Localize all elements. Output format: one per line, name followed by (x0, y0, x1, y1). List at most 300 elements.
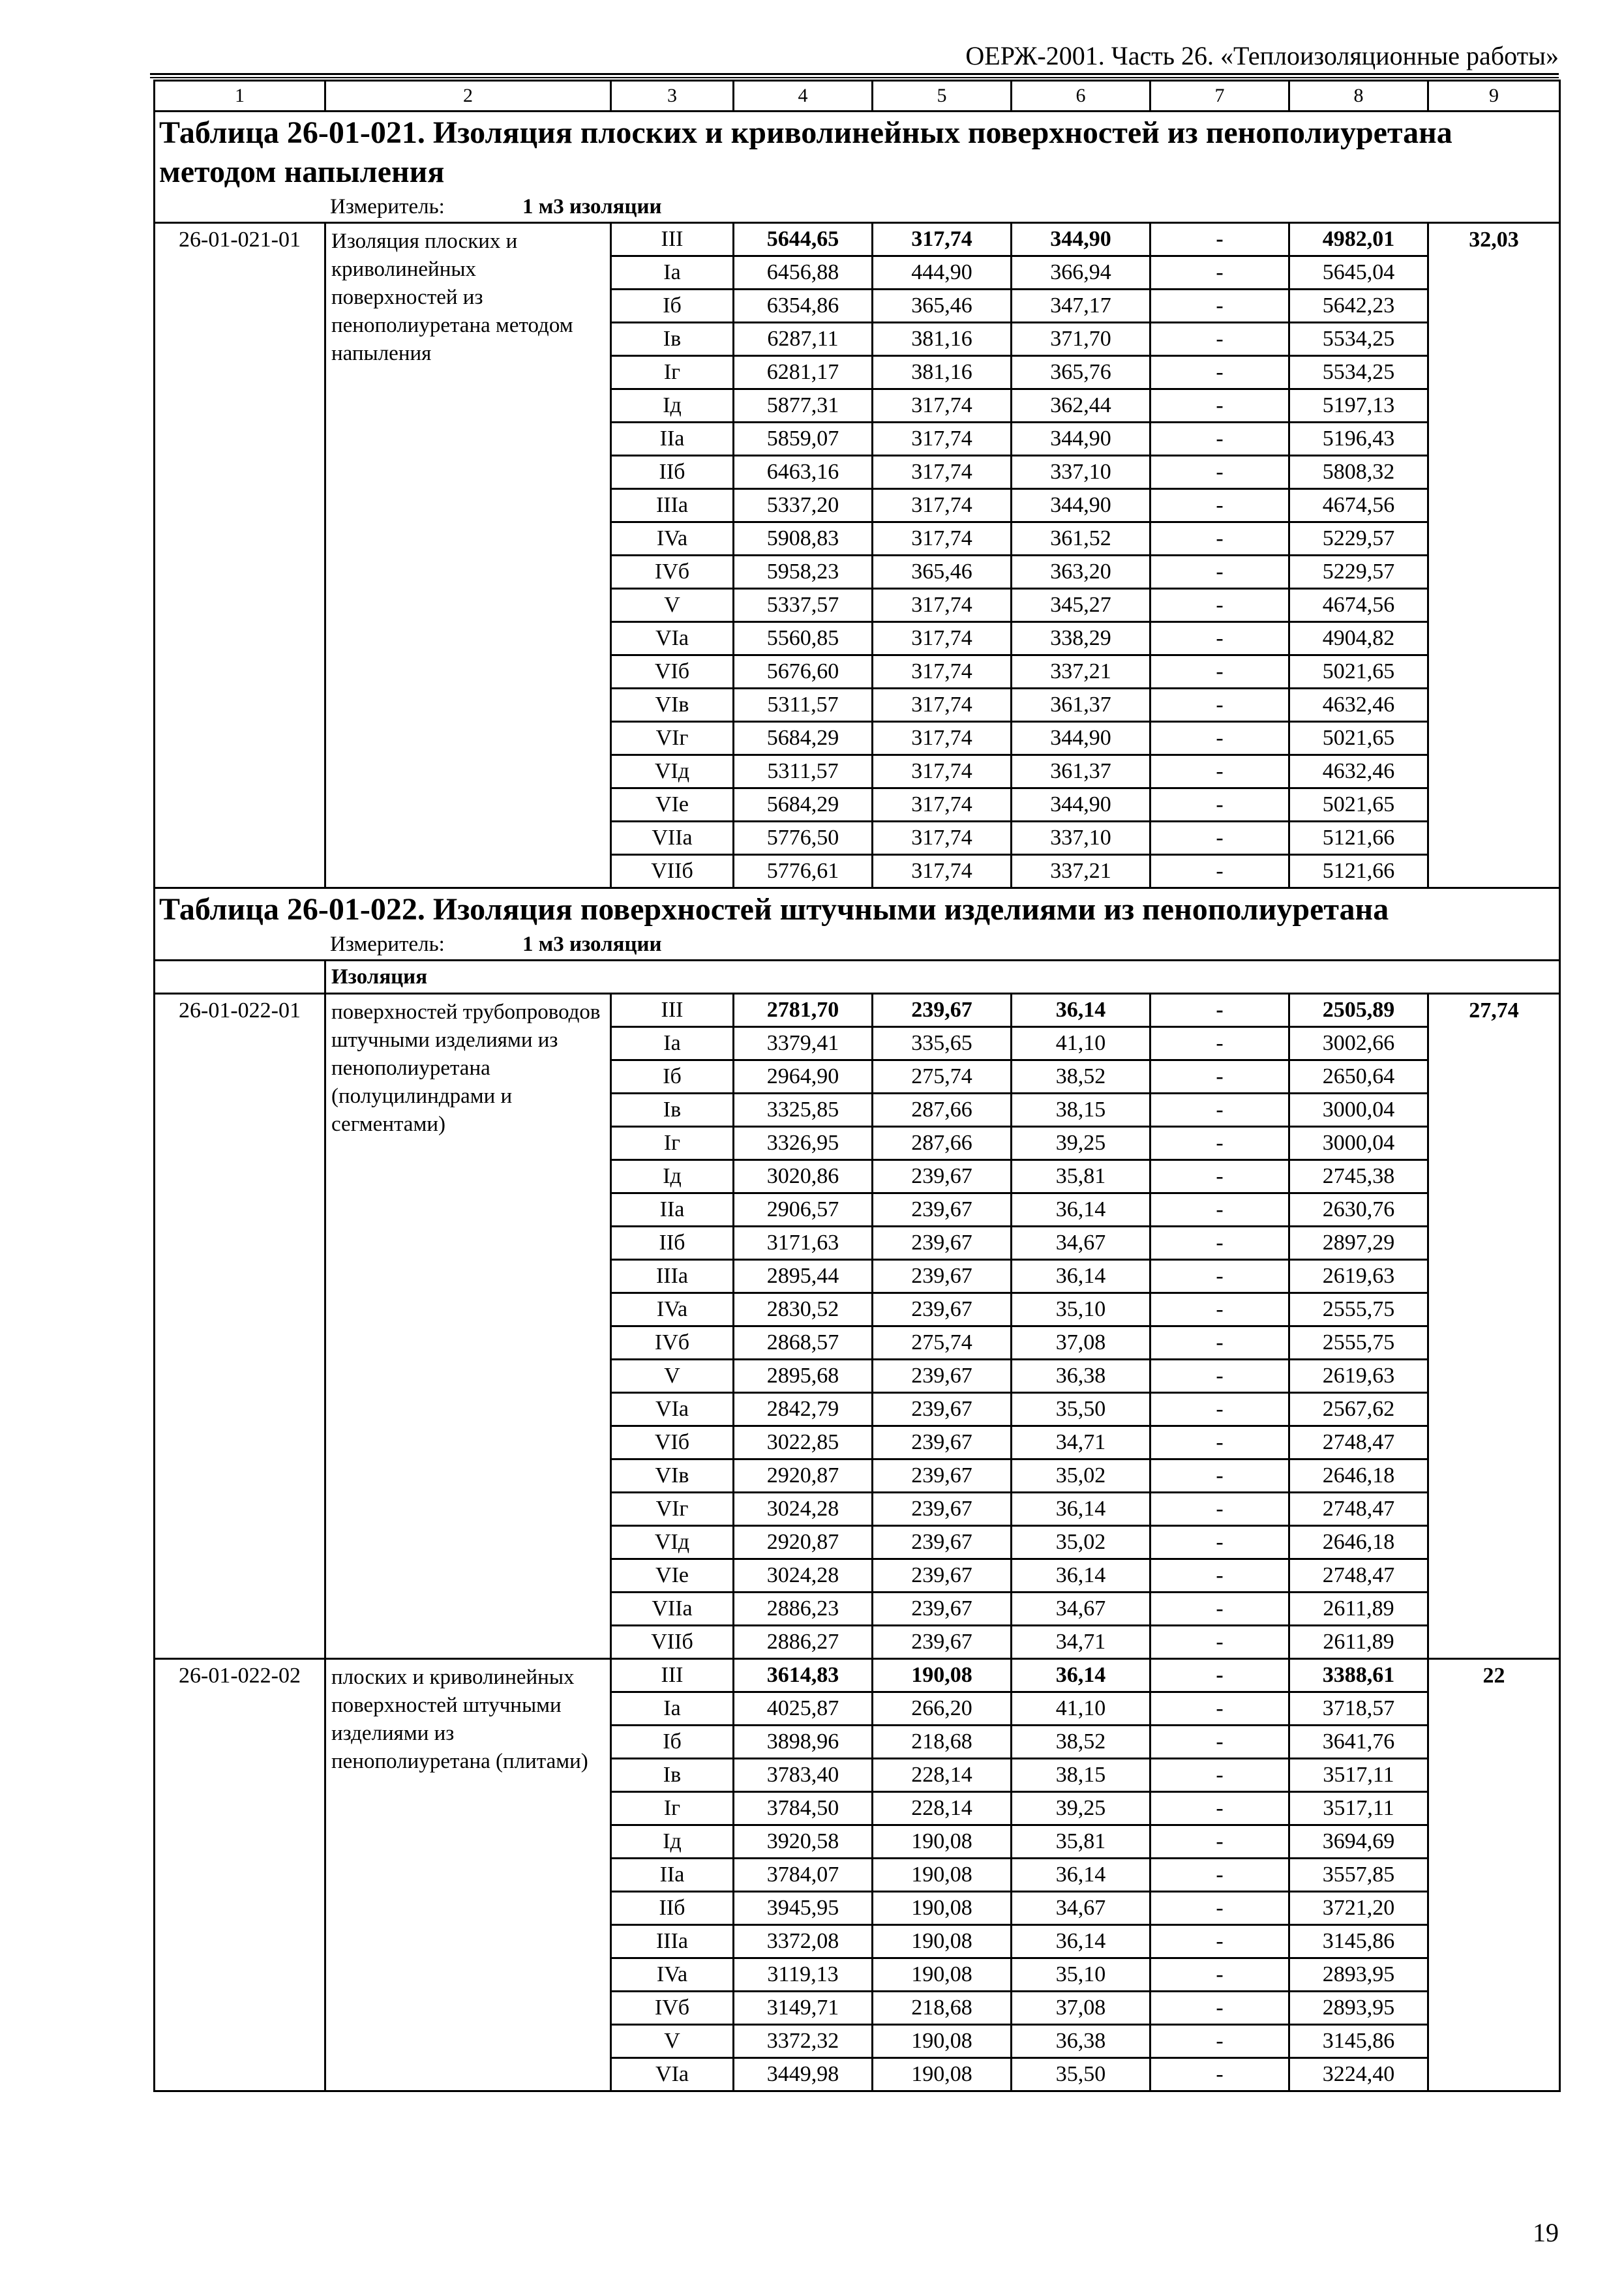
price-cell: 275,74 (873, 1060, 1012, 1094)
column-number: 3 (611, 81, 734, 112)
price-cell: 5776,50 (734, 822, 873, 855)
price-cell: - (1150, 822, 1289, 855)
price-cell: 317,74 (873, 822, 1012, 855)
labor-cost: 22 (1428, 1659, 1560, 2091)
column-number: 6 (1012, 81, 1150, 112)
table-title-row (155, 112, 1560, 192)
table-row (155, 994, 1560, 1027)
price-cell: 2893,95 (1289, 1992, 1428, 2025)
price-cell: - (1150, 356, 1289, 389)
zone-code: Iд (611, 389, 734, 423)
price-cell: 5859,07 (734, 423, 873, 456)
price-cell: - (1150, 423, 1289, 456)
price-cell: 35,10 (1012, 1293, 1150, 1326)
price-cell: 190,08 (873, 2058, 1012, 2091)
zone-code: Iв (611, 1759, 734, 1792)
price-cell: 3784,07 (734, 1859, 873, 1892)
price-cell: 287,66 (873, 1127, 1012, 1160)
unit-label: Измеритель: (330, 933, 445, 956)
price-cell: 5229,57 (1289, 556, 1428, 589)
zone-code: Ia (611, 1692, 734, 1726)
zone-code: Iг (611, 1127, 734, 1160)
price-cell: 365,46 (873, 290, 1012, 323)
price-cell: - (1150, 556, 1289, 589)
header-rule (150, 73, 1559, 75)
column-number: 7 (1150, 81, 1289, 112)
price-cell: - (1150, 1027, 1289, 1060)
price-cell: 3388,61 (1289, 1659, 1428, 1692)
price-cell: 317,74 (873, 722, 1012, 755)
price-cell: - (1150, 1227, 1289, 1260)
price-cell: 36,14 (1012, 1659, 1150, 1692)
price-cell: - (1150, 1859, 1289, 1892)
price-cell: 344,90 (1012, 788, 1150, 822)
zone-code: Iг (611, 1792, 734, 1825)
price-cell: 36,14 (1012, 1859, 1150, 1892)
table-title: Таблица 26-01-021. Изоляция плоских и криволинейных поверхностей из пенополиуретана методом напыления (155, 112, 1560, 192)
zone-code: IIa (611, 423, 734, 456)
price-cell: 190,08 (873, 1925, 1012, 1958)
column-number: 5 (873, 81, 1012, 112)
price-cell: 5021,65 (1289, 655, 1428, 689)
price-cell: 6354,86 (734, 290, 873, 323)
price-cell: 337,10 (1012, 456, 1150, 489)
price-cell: 5645,04 (1289, 256, 1428, 290)
price-cell: 361,37 (1012, 755, 1150, 788)
zone-code: Iв (611, 1094, 734, 1127)
price-cell: 338,29 (1012, 622, 1150, 655)
price-cell: 38,15 (1012, 1094, 1150, 1127)
column-number: 8 (1289, 81, 1428, 112)
table-unit-row (155, 929, 1560, 961)
price-cell: - (1150, 1193, 1289, 1227)
price-cell: 36,14 (1012, 1559, 1150, 1593)
price-cell: 6456,88 (734, 256, 873, 290)
table-title: Таблица 26-01-022. Изоляция поверхностей штучными изделиями из пенополиуретана (155, 888, 1560, 930)
price-cell: 228,14 (873, 1759, 1012, 1792)
zone-code: VIa (611, 2058, 734, 2091)
unit-label: Измеритель: (330, 195, 445, 218)
zone-code: IVa (611, 1958, 734, 1992)
zone-code: VIг (611, 1493, 734, 1526)
price-cell: 36,38 (1012, 1360, 1150, 1393)
price-cell: - (1150, 290, 1289, 323)
price-cell: 5534,25 (1289, 356, 1428, 389)
price-cell: 365,46 (873, 556, 1012, 589)
rate-code: 26-01-022-02 (155, 1659, 325, 2091)
price-cell: 239,67 (873, 1293, 1012, 1326)
price-cell: 344,90 (1012, 223, 1150, 256)
price-cell: 3898,96 (734, 1726, 873, 1759)
rate-description: Изоляция плоских и криволинейных поверхностей из пенополиуретана методом напыления (325, 223, 611, 888)
price-cell: 266,20 (873, 1692, 1012, 1726)
price-cell: 5642,23 (1289, 290, 1428, 323)
zone-code: IIIa (611, 489, 734, 522)
labor-cost: 32,03 (1428, 223, 1560, 888)
zone-code: VIIa (611, 822, 734, 855)
price-cell: - (1150, 855, 1289, 888)
price-cell: 239,67 (873, 1193, 1012, 1227)
price-cell: 2619,63 (1289, 1360, 1428, 1393)
zone-code: VIe (611, 1559, 734, 1593)
price-cell: 34,67 (1012, 1892, 1150, 1925)
price-cell: 344,90 (1012, 489, 1150, 522)
price-cell: 4674,56 (1289, 489, 1428, 522)
price-cell: 317,74 (873, 223, 1012, 256)
price-cell: 3224,40 (1289, 2058, 1428, 2091)
price-cell: 2897,29 (1289, 1227, 1428, 1260)
price-cell: 344,90 (1012, 423, 1150, 456)
price-cell: - (1150, 2058, 1289, 2091)
price-cell: - (1150, 1825, 1289, 1859)
price-cell: 3145,86 (1289, 1925, 1428, 1958)
price-cell: - (1150, 1726, 1289, 1759)
price-cell: 4904,82 (1289, 622, 1428, 655)
price-cell: - (1150, 1293, 1289, 1326)
price-cell: - (1150, 1759, 1289, 1792)
zone-code: IIa (611, 1193, 734, 1227)
zone-code: VIIб (611, 1626, 734, 1659)
price-cell: 2895,68 (734, 1360, 873, 1393)
table-unit (155, 929, 1560, 961)
rate-description: плоских и криволинейных поверхностей штучными изделиями из пенополиуретана (плитами) (325, 1659, 611, 2091)
price-cell: 41,10 (1012, 1027, 1150, 1060)
zone-code: III (611, 994, 734, 1027)
price-cell: 190,08 (873, 1859, 1012, 1892)
price-cell: - (1150, 1593, 1289, 1626)
price-cell: 2920,87 (734, 1459, 873, 1493)
price-cell: 5684,29 (734, 788, 873, 822)
price-cell: - (1150, 1326, 1289, 1360)
column-number: 9 (1428, 81, 1560, 112)
price-cell: 36,38 (1012, 2025, 1150, 2058)
price-cell: 317,74 (873, 389, 1012, 423)
price-cell: - (1150, 323, 1289, 356)
price-cell: 366,94 (1012, 256, 1150, 290)
price-cell: - (1150, 1393, 1289, 1426)
price-cell: 35,02 (1012, 1459, 1150, 1493)
price-cell: 3000,04 (1289, 1094, 1428, 1127)
price-cell: 3783,40 (734, 1759, 873, 1792)
price-cell: 5196,43 (1289, 423, 1428, 456)
table-unit (155, 192, 1560, 223)
price-cell: 5908,83 (734, 522, 873, 556)
price-cell: 218,68 (873, 1992, 1012, 2025)
zone-code: VIв (611, 1459, 734, 1493)
zone-code: VIд (611, 1526, 734, 1559)
price-cell: - (1150, 2025, 1289, 2058)
zone-code: Iг (611, 356, 734, 389)
price-cell: - (1150, 456, 1289, 489)
zone-code: III (611, 1659, 734, 1692)
price-cell: 2630,76 (1289, 1193, 1428, 1227)
price-cell: - (1150, 1892, 1289, 1925)
price-cell: 190,08 (873, 1892, 1012, 1925)
price-cell: 239,67 (873, 1626, 1012, 1659)
zone-code: VIб (611, 1426, 734, 1459)
price-cell: 5776,61 (734, 855, 873, 888)
price-cell: - (1150, 994, 1289, 1027)
price-cell: 239,67 (873, 1393, 1012, 1426)
price-cell: 2886,27 (734, 1626, 873, 1659)
price-cell: 362,44 (1012, 389, 1150, 423)
price-cell: 335,65 (873, 1027, 1012, 1060)
zone-code: IIa (611, 1859, 734, 1892)
zone-code: VIe (611, 788, 734, 822)
zone-code: Ia (611, 1027, 734, 1060)
price-cell: - (1150, 1958, 1289, 1992)
price-cell: 3718,57 (1289, 1692, 1428, 1726)
price-cell: - (1150, 589, 1289, 622)
zone-code: VIIa (611, 1593, 734, 1626)
price-cell: 239,67 (873, 1227, 1012, 1260)
price-cell: 239,67 (873, 994, 1012, 1027)
price-cell: 2555,75 (1289, 1326, 1428, 1360)
price-cell: 317,74 (873, 522, 1012, 556)
price-cell: 38,52 (1012, 1060, 1150, 1094)
price-cell: 2619,63 (1289, 1260, 1428, 1293)
price-cell: 317,74 (873, 489, 1012, 522)
price-cell: 239,67 (873, 1526, 1012, 1559)
zone-code: VIг (611, 722, 734, 755)
price-cell: 317,74 (873, 788, 1012, 822)
price-cell: - (1150, 489, 1289, 522)
price-cell: 4632,46 (1289, 689, 1428, 722)
price-cell: - (1150, 1526, 1289, 1559)
price-cell: 3721,20 (1289, 1892, 1428, 1925)
price-cell: 3002,66 (1289, 1027, 1428, 1060)
price-cell: 5311,57 (734, 755, 873, 788)
price-cell: 3171,63 (734, 1227, 873, 1260)
price-cell: 2964,90 (734, 1060, 873, 1094)
zone-code: Iб (611, 290, 734, 323)
price-cell: 3517,11 (1289, 1759, 1428, 1792)
price-cell: - (1150, 256, 1289, 290)
price-cell: - (1150, 1459, 1289, 1493)
price-cell: 4982,01 (1289, 223, 1428, 256)
price-cell: 2748,47 (1289, 1559, 1428, 1593)
price-cell: - (1150, 1094, 1289, 1127)
zone-code: IIб (611, 1227, 734, 1260)
price-cell: 317,74 (873, 423, 1012, 456)
price-cell: 365,76 (1012, 356, 1150, 389)
column-number: 2 (325, 81, 611, 112)
price-cell: 37,08 (1012, 1992, 1150, 2025)
price-cell: - (1150, 522, 1289, 556)
price-cell: 3145,86 (1289, 2025, 1428, 2058)
price-cell: 337,21 (1012, 655, 1150, 689)
price-cell: 3694,69 (1289, 1825, 1428, 1859)
price-cell: - (1150, 689, 1289, 722)
price-cell: 41,10 (1012, 1692, 1150, 1726)
price-cell: 35,02 (1012, 1526, 1150, 1559)
price-cell: 2893,95 (1289, 1958, 1428, 1992)
zone-code: IIб (611, 1892, 734, 1925)
price-cell: 2567,62 (1289, 1393, 1428, 1426)
zone-code: IVб (611, 1992, 734, 2025)
zone-code: IIIa (611, 1260, 734, 1293)
price-cell: 34,67 (1012, 1227, 1150, 1260)
price-cell: 3920,58 (734, 1825, 873, 1859)
price-cell: - (1150, 1659, 1289, 1692)
price-cell: 239,67 (873, 1559, 1012, 1593)
price-cell: 239,67 (873, 1160, 1012, 1193)
price-cell: - (1150, 1493, 1289, 1526)
price-cell: 2842,79 (734, 1393, 873, 1426)
price-cell: 228,14 (873, 1792, 1012, 1825)
price-cell: 239,67 (873, 1426, 1012, 1459)
price-cell: 34,71 (1012, 1426, 1150, 1459)
price-cell: 4025,87 (734, 1692, 873, 1726)
zone-code: V (611, 2025, 734, 2058)
price-cell: - (1150, 722, 1289, 755)
price-cell: - (1150, 1992, 1289, 2025)
zone-code: III (611, 223, 734, 256)
zone-code: IVa (611, 522, 734, 556)
price-cell: 381,16 (873, 356, 1012, 389)
price-cell: 36,14 (1012, 1925, 1150, 1958)
price-cell: 337,21 (1012, 855, 1150, 888)
unit-value: 1 м3 изоляции (522, 933, 662, 956)
column-number-row (155, 81, 1560, 112)
price-cell: 190,08 (873, 1958, 1012, 1992)
price-cell: 2748,47 (1289, 1426, 1428, 1459)
price-cell: 317,74 (873, 589, 1012, 622)
price-cell: 5877,31 (734, 389, 873, 423)
zone-code: Iд (611, 1825, 734, 1859)
price-cell: 3149,71 (734, 1992, 873, 2025)
column-number: 1 (155, 81, 325, 112)
price-cell: - (1150, 1426, 1289, 1459)
price-cell: 2745,38 (1289, 1160, 1428, 1193)
price-cell: 381,16 (873, 323, 1012, 356)
price-cell: 239,67 (873, 1360, 1012, 1393)
price-cell: 6287,11 (734, 323, 873, 356)
price-cell: 5121,66 (1289, 855, 1428, 888)
price-cell: 5021,65 (1289, 788, 1428, 822)
price-cell: 36,14 (1012, 1193, 1150, 1227)
price-cell: 317,74 (873, 655, 1012, 689)
price-cell: 35,50 (1012, 2058, 1150, 2091)
price-cell: 3000,04 (1289, 1127, 1428, 1160)
price-cell: - (1150, 1792, 1289, 1825)
price-cell: 5121,66 (1289, 822, 1428, 855)
price-cell: 35,10 (1012, 1958, 1150, 1992)
price-cell: 190,08 (873, 2025, 1012, 2058)
price-cell: 4632,46 (1289, 755, 1428, 788)
price-cell: 2830,52 (734, 1293, 873, 1326)
price-cell: 38,52 (1012, 1726, 1150, 1759)
price-cell: 3784,50 (734, 1792, 873, 1825)
price-cell: 2611,89 (1289, 1593, 1428, 1626)
price-cell: 35,50 (1012, 1393, 1150, 1426)
price-cell: 275,74 (873, 1326, 1012, 1360)
price-cell: 5197,13 (1289, 389, 1428, 423)
zone-code: VIa (611, 622, 734, 655)
price-cell: 371,70 (1012, 323, 1150, 356)
price-cell: 5958,23 (734, 556, 873, 589)
price-cell: 190,08 (873, 1659, 1012, 1692)
table-title-row (155, 888, 1560, 930)
zone-code: Ia (611, 256, 734, 290)
zone-code: VIa (611, 1393, 734, 1426)
price-cell: 34,71 (1012, 1626, 1150, 1659)
price-cell: 5808,32 (1289, 456, 1428, 489)
page-number: 19 (1533, 2218, 1559, 2247)
price-cell: 36,14 (1012, 1493, 1150, 1526)
price-cell: 2868,57 (734, 1326, 873, 1360)
price-cell: - (1150, 1692, 1289, 1726)
price-cell: 3379,41 (734, 1027, 873, 1060)
price-cell: 5676,60 (734, 655, 873, 689)
subheader-empty (155, 961, 325, 994)
price-cell: 5684,29 (734, 722, 873, 755)
rates-table (153, 80, 1561, 2092)
zone-code: Iб (611, 1726, 734, 1759)
price-cell: 317,74 (873, 622, 1012, 655)
price-cell: 5311,57 (734, 689, 873, 722)
price-cell: 239,67 (873, 1459, 1012, 1493)
zone-code: IVб (611, 1326, 734, 1360)
price-cell: 3372,32 (734, 2025, 873, 2058)
price-cell: 3641,76 (1289, 1726, 1428, 1759)
price-cell: 2505,89 (1289, 994, 1428, 1027)
price-cell: 5337,57 (734, 589, 873, 622)
price-cell: - (1150, 1626, 1289, 1659)
price-cell: - (1150, 223, 1289, 256)
price-cell: 317,74 (873, 855, 1012, 888)
table-subheader-row (155, 961, 1560, 994)
unit-value: 1 м3 изоляции (522, 195, 662, 218)
labor-cost: 27,74 (1428, 994, 1560, 1659)
header-rule-thin (150, 77, 1559, 78)
price-cell: 3325,85 (734, 1094, 873, 1127)
column-number: 4 (734, 81, 873, 112)
price-cell: 4674,56 (1289, 589, 1428, 622)
price-cell: 36,14 (1012, 994, 1150, 1027)
zone-code: Iв (611, 323, 734, 356)
price-cell: 2781,70 (734, 994, 873, 1027)
table-row (155, 223, 1560, 256)
price-cell: - (1150, 1060, 1289, 1094)
zone-code: IIб (611, 456, 734, 489)
price-cell: 3024,28 (734, 1493, 873, 1526)
price-cell: 317,74 (873, 689, 1012, 722)
rate-description: поверхностей трубопроводов штучными изделиями из пенополиуретана (полуцилиндрами и сегментами) (325, 994, 611, 1659)
zone-code: VIIб (611, 855, 734, 888)
price-cell: 337,10 (1012, 822, 1150, 855)
zone-code: Iб (611, 1060, 734, 1094)
price-cell: 2906,57 (734, 1193, 873, 1227)
zone-code: V (611, 589, 734, 622)
price-cell: - (1150, 1260, 1289, 1293)
price-cell: 3945,95 (734, 1892, 873, 1925)
price-cell: - (1150, 622, 1289, 655)
price-cell: 35,81 (1012, 1160, 1150, 1193)
price-cell: - (1150, 1559, 1289, 1593)
price-cell: 5534,25 (1289, 323, 1428, 356)
rate-code: 26-01-022-01 (155, 994, 325, 1659)
price-cell: 3372,08 (734, 1925, 873, 1958)
price-cell: - (1150, 1360, 1289, 1393)
price-cell: 3326,95 (734, 1127, 873, 1160)
price-cell: 347,17 (1012, 290, 1150, 323)
price-cell: 3449,98 (734, 2058, 873, 2091)
price-cell: 2650,64 (1289, 1060, 1428, 1094)
price-cell: 3020,86 (734, 1160, 873, 1193)
price-cell: 2748,47 (1289, 1493, 1428, 1526)
price-cell: 3614,83 (734, 1659, 873, 1692)
